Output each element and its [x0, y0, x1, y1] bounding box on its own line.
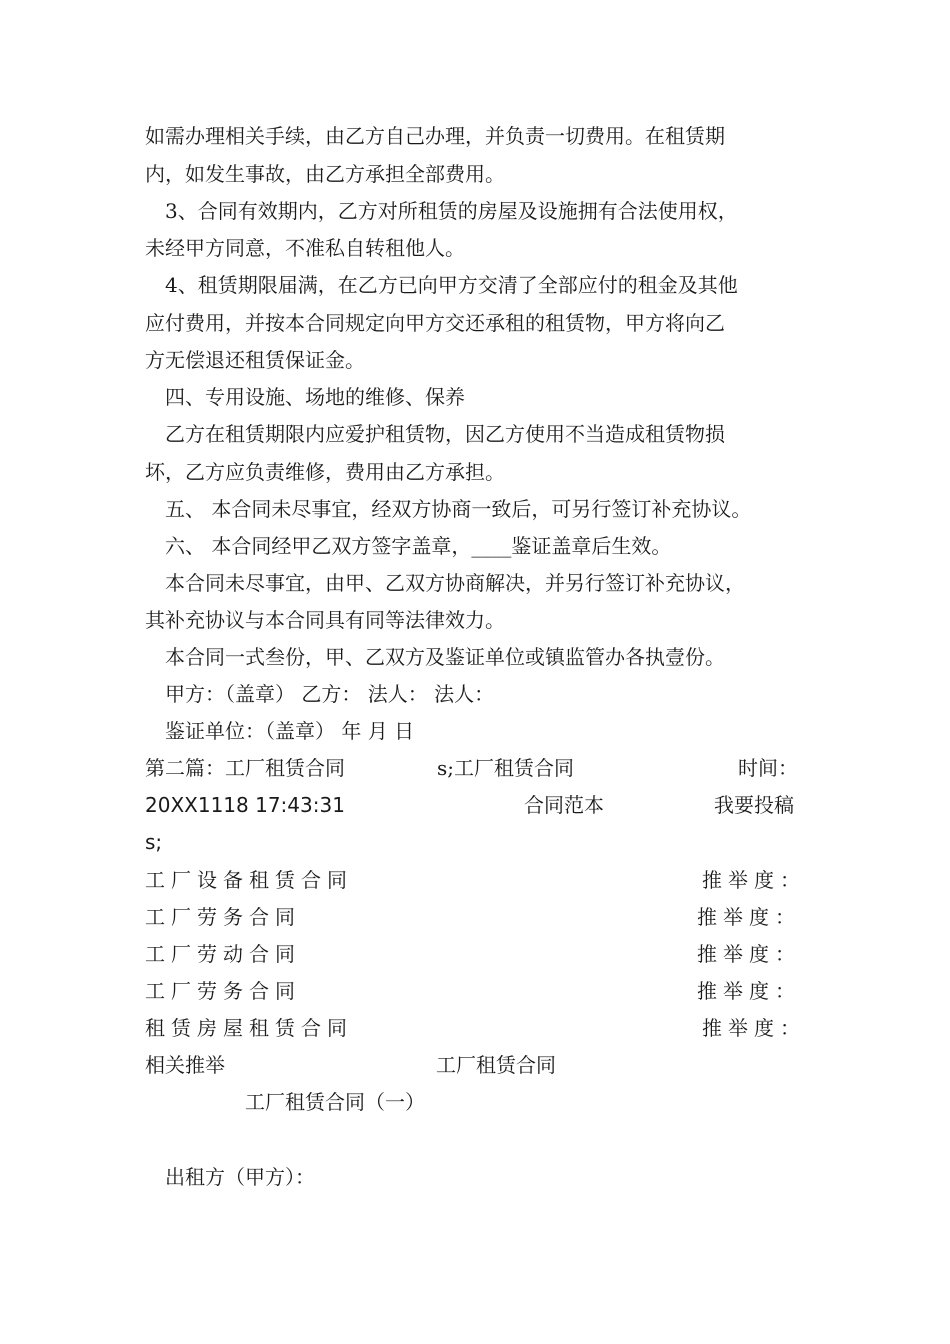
section-4-title: 四、专用设施、场地的维修、保养 — [165, 385, 465, 409]
recommend-item-link[interactable]: 工厂设备租赁合同 — [145, 868, 353, 892]
recommend-score-label: 推举度： — [702, 868, 806, 892]
recommend-score-label: 推举度： — [697, 942, 801, 966]
paragraph-line: 乙方在租赁期限内应爱护租赁物，因乙方使用不当造成租赁物损 — [165, 422, 725, 446]
recommend-score-label: 推举度： — [697, 979, 801, 1003]
paragraph-line: 内，如发生事故，由乙方承担全部费用。 — [145, 162, 505, 186]
recommend-item-link[interactable]: 工厂劳务合同 — [145, 979, 301, 1003]
clause-3: 3、合同有效期内，乙方对所租赁的房屋及设施拥有合法使用权， — [165, 199, 738, 223]
section-5: 五、 本合同未尽事宜，经双方协商一致后，可另行签订补充协议。 — [165, 497, 752, 521]
contract-heading: 工厂租赁合同（一） — [245, 1090, 425, 1114]
paragraph-line: 本合同未尽事宜，由甲、乙双方协商解决，并另行签订补充协议， — [165, 571, 745, 595]
lessor-line: 出租方（甲方）： — [165, 1165, 315, 1189]
paragraph-line: 本合同一式叁份，甲、乙双方及鉴证单位或镇监管办各执壹份。 — [165, 645, 725, 669]
time-label: 时间： — [738, 756, 798, 780]
article-tag-link[interactable]: s;工厂租赁合同 — [437, 756, 575, 780]
paragraph-line: 应付费用，并按本合同规定向甲方交还承租的租赁物，甲方将向乙 — [145, 311, 725, 335]
signature-line: 甲方：（盖章） 乙方： 法人： 法人： — [165, 682, 495, 706]
article-title: 第二篇：工厂租赁合同 — [145, 756, 345, 780]
separator-mark: s; — [145, 830, 163, 854]
recommend-score-label: 推举度： — [702, 1016, 806, 1040]
submit-article-link[interactable]: 我要投稿 — [714, 793, 794, 817]
recommend-item-link[interactable]: 工厂劳动合同 — [145, 942, 301, 966]
clause-4: 4、租赁期限届满，在乙方已向甲方交清了全部应付的租金及其他 — [165, 273, 738, 297]
paragraph-line: 如需办理相关手续，由乙方自己办理，并负责一切费用。在租赁期 — [145, 124, 725, 148]
category-link[interactable]: 合同范本 — [524, 793, 604, 817]
paragraph-line: 未经甲方同意，不准私自转租他人。 — [145, 236, 465, 260]
paragraph-line: 其补充协议与本合同具有同等法律效力。 — [145, 608, 505, 632]
signature-line: 鉴证单位：（盖章） 年 月 日 — [165, 719, 415, 743]
timestamp: 20XX1118 17:43:31 — [145, 793, 345, 817]
paragraph-line: 坏，乙方应负责维修，费用由乙方承担。 — [145, 460, 505, 484]
related-label: 相关推举 — [145, 1053, 225, 1077]
recommend-score-label: 推举度： — [697, 905, 801, 929]
paragraph-line: 方无偿退还租赁保证金。 — [145, 348, 365, 372]
recommend-item-link[interactable]: 租赁房屋租赁合同 — [145, 1016, 353, 1040]
related-link[interactable]: 工厂租赁合同 — [436, 1053, 556, 1077]
section-6: 六、 本合同经甲乙双方签字盖章，____鉴证盖章后生效。 — [165, 534, 672, 558]
recommend-item-link[interactable]: 工厂劳务合同 — [145, 905, 301, 929]
